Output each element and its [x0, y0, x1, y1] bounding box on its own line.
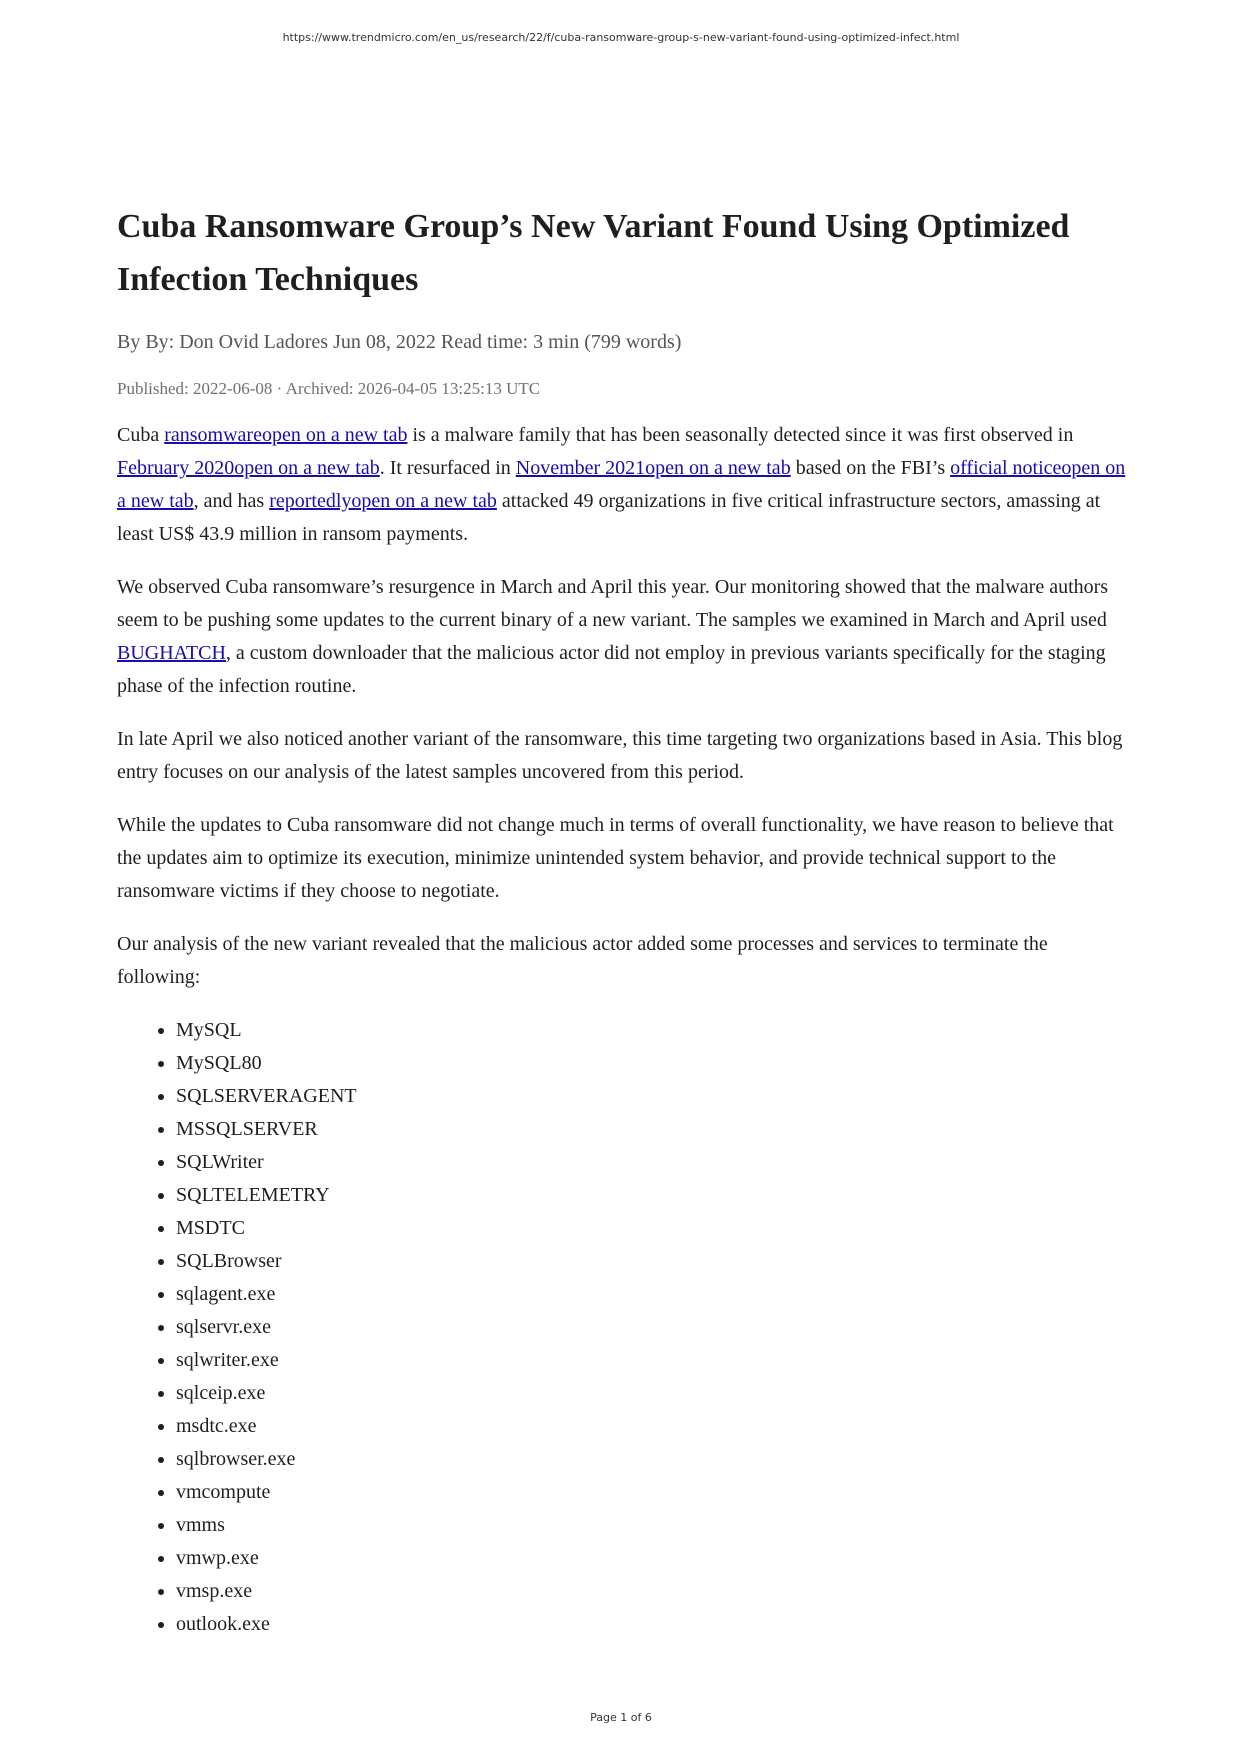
november-2021-link[interactable]: November 2021open on a new tab	[515, 457, 791, 479]
text: based on the FBI’s	[790, 457, 951, 479]
reportedly-link[interactable]: reportedlyopen on a new tab	[269, 490, 497, 512]
ransomware-link[interactable]: ransomwareopen on a new tab	[164, 424, 408, 446]
article-body	[117, 419, 1127, 1641]
text: Cuba	[117, 424, 165, 446]
article	[117, 200, 1127, 1641]
paragraph-intro	[117, 419, 1127, 551]
list-item: • sqlservr.exe	[176, 1311, 1127, 1344]
list-item: • outlook.exe	[176, 1608, 1127, 1641]
text: , a custom downloader that the malicious actor did not employ in previous variants specifically for the staging phase of the infection routine.	[117, 642, 1106, 697]
list-item: • vmcompute	[176, 1476, 1127, 1509]
list-item: • MSSQLSERVER	[176, 1113, 1127, 1146]
list-item: • sqlceip.exe	[176, 1377, 1127, 1410]
paragraph-resurgence	[117, 571, 1127, 703]
list-item: • MSDTC	[176, 1212, 1127, 1245]
paragraph-updates: While the updates to Cuba ransomware did not change much in terms of overall functionality, we have reason to believe that the updates aim to optimize its execution, minimize unintended system behavior, and provide technical support to the ransomware victims if they choose to negotiate.	[117, 814, 1114, 902]
article-byline: By By: Don Ovid Ladores Jun 08, 2022 Read time: 3 min (799 words)	[117, 331, 682, 353]
text: We observed Cuba ransomware’s resurgence in March and April this year. Our monitoring showed that the malware authors seem to be pushing some updates to the current binary of a new variant. The samples we examined in March and April used	[117, 576, 1109, 631]
terminated-services-list	[117, 1014, 1127, 1641]
bughatch-link[interactable]: BUGHATCH	[117, 642, 226, 664]
article-meta: Published: 2022-06-08 · Archived: 2026-04-05 13:25:13 UTC	[117, 379, 541, 398]
february-2020-link[interactable]: February 2020open on a new tab	[117, 457, 380, 479]
list-item: • vmwp.exe	[176, 1542, 1127, 1575]
list-item: • vmms	[176, 1509, 1127, 1542]
list-item: • sqlbrowser.exe	[176, 1443, 1127, 1476]
list-item: • SQLTELEMETRY	[176, 1179, 1127, 1212]
list-item: • SQLBrowser	[176, 1245, 1127, 1278]
text: , and has	[193, 490, 270, 512]
text: is a malware family that has been seasonally detected since it was first observed in	[407, 424, 1074, 446]
print-header-url: https://www.trendmicro.com/en_us/research/22/f/cuba-ransomware-group-s-new-variant-found-using-optimized-infect.html	[282, 31, 960, 44]
page-number: Page 1 of 6	[590, 1711, 652, 1724]
list-item: • MySQL	[176, 1014, 1127, 1047]
list-item: • MySQL80	[176, 1047, 1127, 1080]
list-item: • msdtc.exe	[176, 1410, 1127, 1443]
list-item: • sqlagent.exe	[176, 1278, 1127, 1311]
list-item: • SQLWriter	[176, 1146, 1127, 1179]
text: . It resurfaced in	[379, 457, 516, 479]
list-item: • SQLSERVERAGENT	[176, 1080, 1127, 1113]
paragraph-analysis: Our analysis of the new variant revealed that the malicious actor added some processes and services to terminate the following:	[117, 933, 1048, 988]
list-item: • sqlwriter.exe	[176, 1344, 1127, 1377]
list-item: • vmsp.exe	[176, 1575, 1127, 1608]
text: attacked 49 organizations in five critical infrastructure sectors, amassing at least US$ 43.9 million in ransom payments.	[117, 490, 1101, 545]
article-title: Cuba Ransomware Group’s New Variant Found Using Optimized Infection Techniques	[117, 208, 1070, 298]
paragraph-asia-variant: In late April we also noticed another variant of the ransomware, this time targeting two organizations based in Asia. This blog entry focuses on our analysis of the latest samples uncovered from this period.	[117, 728, 1123, 783]
official-notice-link[interactable]: official noticeopen on a new tab	[117, 457, 1126, 512]
